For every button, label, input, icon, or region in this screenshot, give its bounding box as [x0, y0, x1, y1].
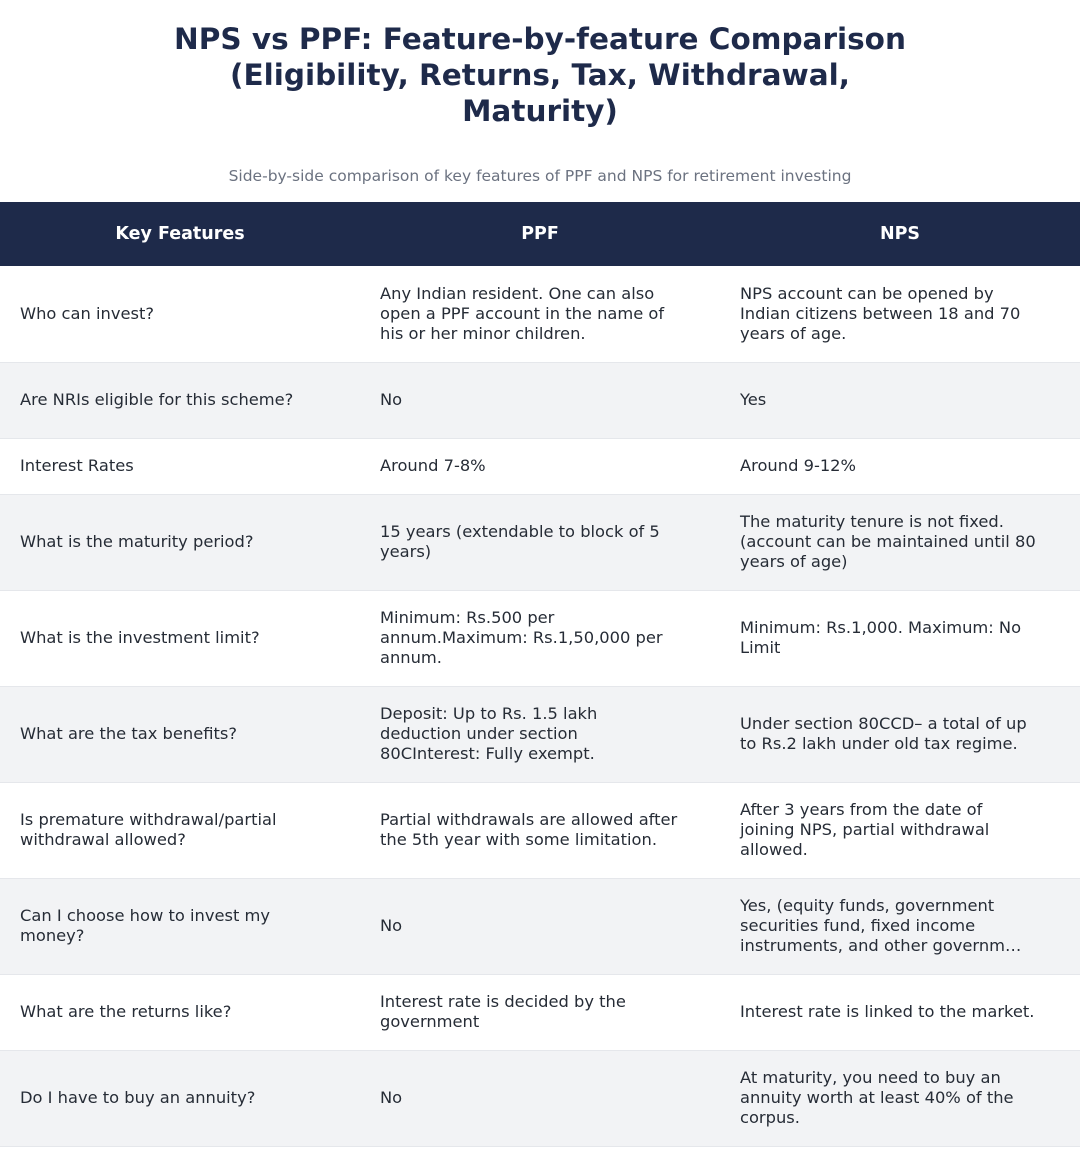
feature-cell: Is premature withdrawal/partial withdrawal allowed?: [0, 782, 360, 878]
feature-cell: What is the maturity period?: [0, 494, 360, 590]
header-nps: NPS: [879, 224, 921, 244]
header-row: [0, 202, 1080, 266]
nps-cell: Under section 80CCD– a total of up to Rs.2 lakh under old tax regime.: [720, 686, 1080, 782]
feature-cell: Who can invest?: [0, 266, 360, 362]
ppf-cell: Minimum: Rs.500 per annum.Maximum: Rs.1,50,000 per annum.: [360, 590, 720, 686]
ppf-cell: Around 7-8%: [360, 438, 720, 494]
table-row: [0, 438, 1080, 494]
table-row: [0, 494, 1080, 590]
table-row: [0, 974, 1080, 1050]
ppf-cell: 15 years (extendable to block of 5 years): [360, 494, 720, 590]
table-body: [0, 266, 1080, 1146]
ppf-cell: Interest rate is decided by the government: [360, 974, 720, 1050]
table-row: [0, 266, 1080, 362]
feature-cell: What are the tax benefits?: [0, 686, 360, 782]
feature-cell: Do I have to buy an annuity?: [0, 1050, 360, 1146]
nps-cell-text: Yes, (equity funds, government securities fund, fixed income instruments, and other governm…: [740, 896, 1022, 955]
nps-cell: After 3 years from the date of joining NPS, partial withdrawal allowed.: [720, 782, 1080, 878]
ppf-cell: No: [360, 1050, 720, 1146]
header-ppf: PPF: [521, 224, 559, 244]
page-title: NPS vs PPF: Feature-by-feature Comparison (Eligibility, Returns, Tax, Withdrawal, Maturity): [174, 22, 906, 128]
table-row: [0, 590, 1080, 686]
nps-cell: Interest rate is linked to the market.: [720, 974, 1080, 1050]
nps-cell: Yes: [720, 362, 1080, 438]
ppf-cell: No: [360, 878, 720, 974]
table-row: [0, 362, 1080, 438]
table-row: [0, 878, 1080, 974]
nps-cell: [720, 878, 1080, 974]
table-row: [0, 782, 1080, 878]
table-header: [0, 202, 1080, 266]
ppf-cell: Partial withdrawals are allowed after the 5th year with some limitation.: [360, 782, 720, 878]
feature-cell: What is the investment limit?: [0, 590, 360, 686]
ppf-cell: Deposit: Up to Rs. 1.5 lakh deduction under section 80CInterest: Fully exempt.: [360, 686, 720, 782]
comparison-table: [0, 202, 1080, 1147]
ppf-cell: No: [360, 362, 720, 438]
nps-cell: The maturity tenure is not fixed.(account can be maintained until 80 years of age): [720, 494, 1080, 590]
feature-cell: Are NRIs eligible for this scheme?: [0, 362, 360, 438]
nps-cell: At maturity, you need to buy an annuity worth at least 40% of the corpus.: [720, 1050, 1080, 1146]
feature-cell: Interest Rates: [0, 438, 360, 494]
table-row: [0, 686, 1080, 782]
feature-cell: What are the returns like?: [0, 974, 360, 1050]
nps-cell: NPS account can be opened by Indian citizens between 18 and 70 years of age.: [720, 266, 1080, 362]
feature-cell: Can I choose how to invest my money?: [0, 878, 360, 974]
header-key-features: Key Features: [115, 224, 245, 244]
ppf-cell: Any Indian resident. One can also open a PPF account in the name of his or her minor children.: [360, 266, 720, 362]
page-subtitle: Side-by-side comparison of key features of PPF and NPS for retirement investing: [228, 167, 852, 185]
table-row: [0, 1050, 1080, 1146]
nps-cell: Around 9-12%: [720, 438, 1080, 494]
nps-cell: Minimum: Rs.1,000. Maximum: No Limit: [720, 590, 1080, 686]
